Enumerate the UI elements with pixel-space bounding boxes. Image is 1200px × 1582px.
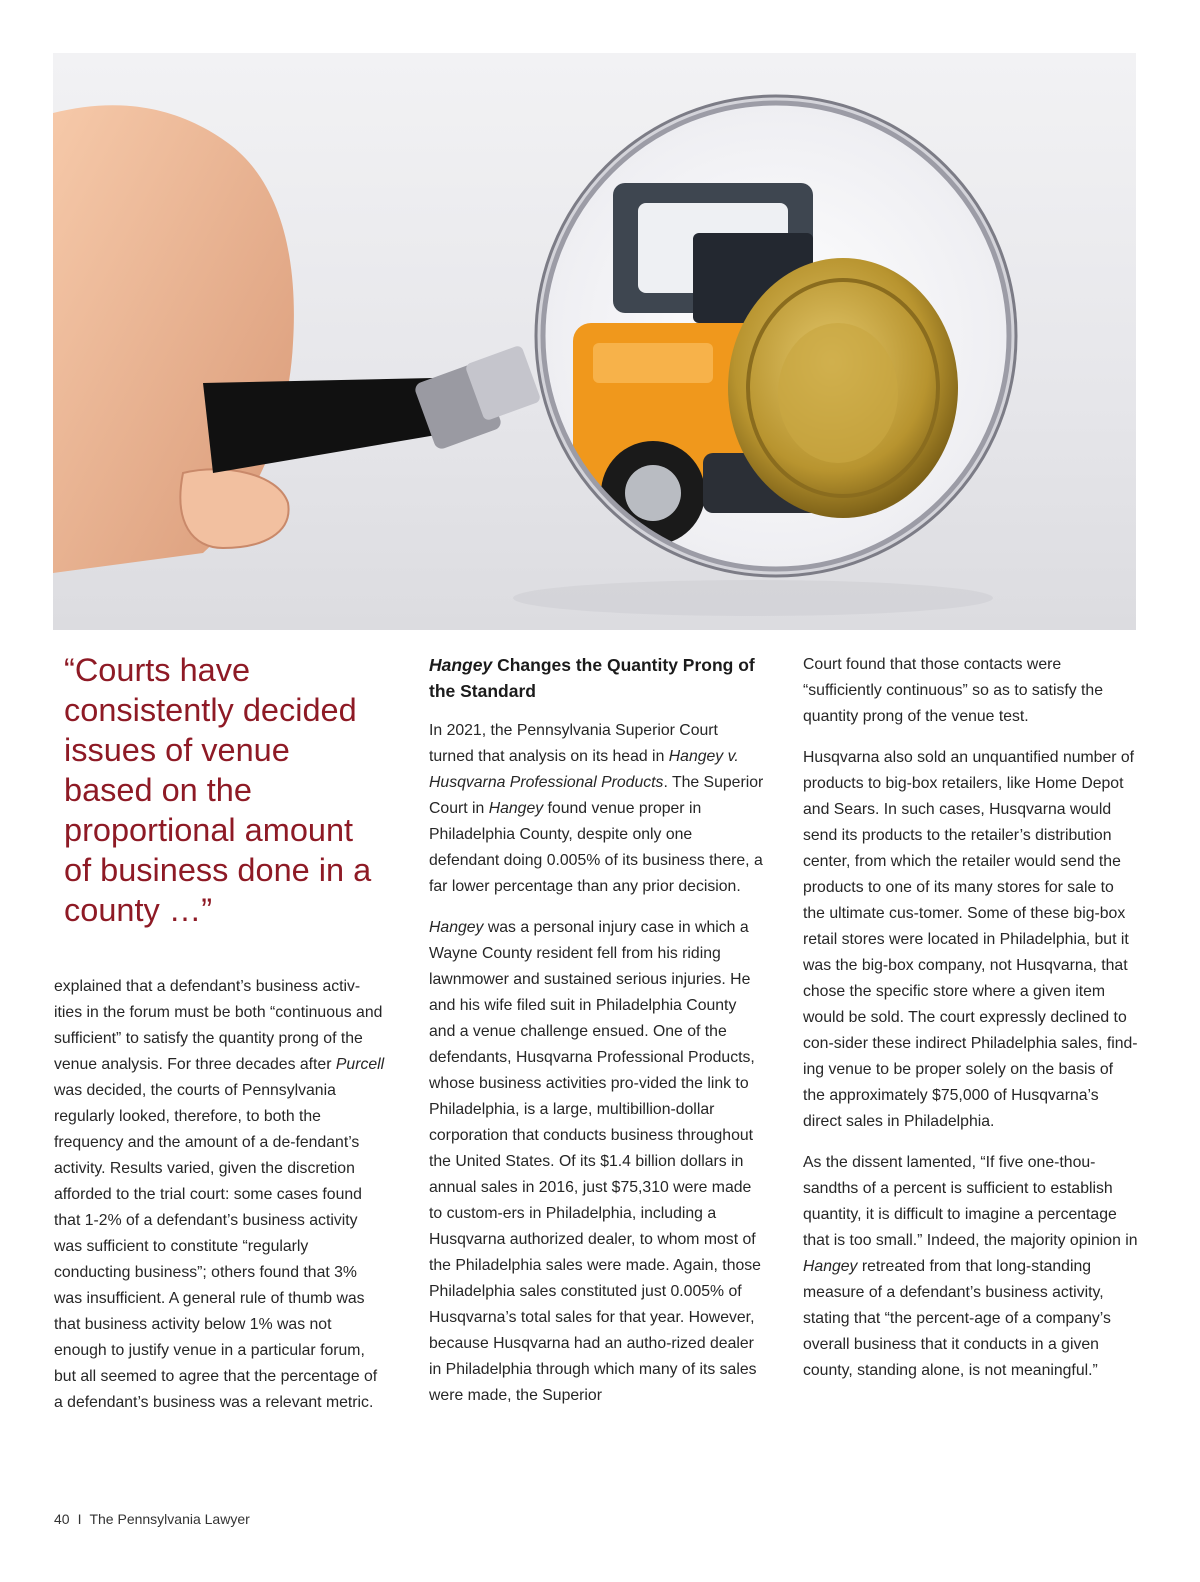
text-run: was a personal injury case in which a Wayne County resident fell from his riding lawnmower and sustained serious injuries. He and his wife filed suit in Philadelphia County and a venue challenge ensued. One of the defendants, Husqvarna Professional Products, whose business activities pro-vided the link to Philadelphia, is a large, multibillion-dollar corporation that conducts business throughout the United States. Of its $1.4 billion dollars in annual sales in 2016, just $75,310 were made to custom-ers in Philadelphia, including a Husqvarna authorized dealer, to whom most of the Philadelphia sales were made. Again, those Philadelphia sales constituted just 0.005% of Husqvarna’s total sales for that year. However, because Husqvarna had an autho-rized dealer in Philadelphia through which many of its sales were made, the Superior [429, 919, 761, 1404]
case-name: Hangey [429, 919, 484, 936]
col1-paragraph-1 [54, 974, 386, 1416]
column-2 [429, 652, 764, 1424]
section-heading [429, 652, 764, 704]
column-1 [54, 974, 386, 1431]
col2-paragraph-2 [429, 915, 764, 1409]
text-run: As the dissent lamented, “If five one-thou-sandths of a percent is sufficient to establish quantity, it is difficult to imagine a percentage that is too small.” Indeed, the majority opinion in [803, 1154, 1138, 1249]
hero-photo [53, 53, 1136, 630]
magnifier-illustration [53, 53, 1136, 630]
col3-paragraph-2: Husqvarna also sold an unquantified number of products to big-box retailers, like Home Depot and Sears. In such cases, Husqvarna would send its products to the retailer’s distribution center, from which the retailer would send the products to one of its many stores for sale to the ultimate cus-tomer. Some of these big-box retail stores were located in Philadelphia, but it was the big-box company, not Husqvarna, that chose the specific store where a given item would be sold. The court expressly declined to con-sider these indirect Philadelphia sales, find-ing venue to be proper solely on the basis of the approximately $75,000 of Husqvarna’s direct sales in Philadelphia. [803, 749, 1138, 1130]
text-run: explained that a defendant’s business activ-ities in the forum must be both “continuous and sufficient” to satisfy the quantity prong of the venue analysis. For three decades after [54, 978, 383, 1073]
text-run: found venue proper in Philadelphia County, despite only one defendant doing 0.005% of its business there, a far lower percentage than any prior decision. [429, 800, 763, 895]
heading-text: Changes the Quantity Prong of the Standard [429, 655, 755, 701]
text-run: was decided, the courts of Pennsylvania regularly looked, therefore, to both the frequency and the amount of a de-fendant’s activity. Results varied, given the discretion afforded to the trial court: some cases found that 1-2% of a defendant’s business activity was sufficient to constitute “regularly conducting business”; others found that 3% was insufficient. A general rule of thumb was that business activity below 1% was not enough to justify venue in a particular forum, but all seemed to agree that the percentage of a defendant’s business was a relevant metric. [54, 1082, 378, 1411]
footer-separator: I [77, 1511, 82, 1527]
pull-quote: “Courts have consistently decided issues of venue based on the proportional amount of business done in a county …” [64, 652, 372, 928]
col3-paragraph-3 [803, 1150, 1138, 1384]
case-name-purcell: Purcell [335, 1056, 385, 1073]
col3-paragraph-1: Court found that those contacts were “sufficiently continuous” so as to satisfy the quantity prong of the venue test. [803, 656, 1103, 725]
page-number: 40 [54, 1511, 70, 1527]
case-name: Hangey [488, 800, 544, 817]
text-run: retreated from that long-standing measure of a defendant’s business activity, stating that “the percent-age of a company’s overall business that it conducts in a given county, standing alone, is not meaningful.” [803, 1258, 1111, 1379]
text-run: In 2021, the Pennsylvania Superior Court turned that analysis on its head in [429, 722, 718, 765]
col2-paragraph-1 [429, 718, 764, 900]
case-citation: Hangey v. Husqvarna Professional Products [429, 748, 739, 791]
heading-case-name: Hangey [429, 655, 493, 675]
page-footer [54, 1511, 250, 1527]
text-run: . The Superior Court in [429, 774, 764, 817]
publication-name: The Pennsylvania Lawyer [89, 1511, 250, 1527]
case-name: Hangey [803, 1258, 858, 1275]
column-3 [803, 652, 1138, 1399]
